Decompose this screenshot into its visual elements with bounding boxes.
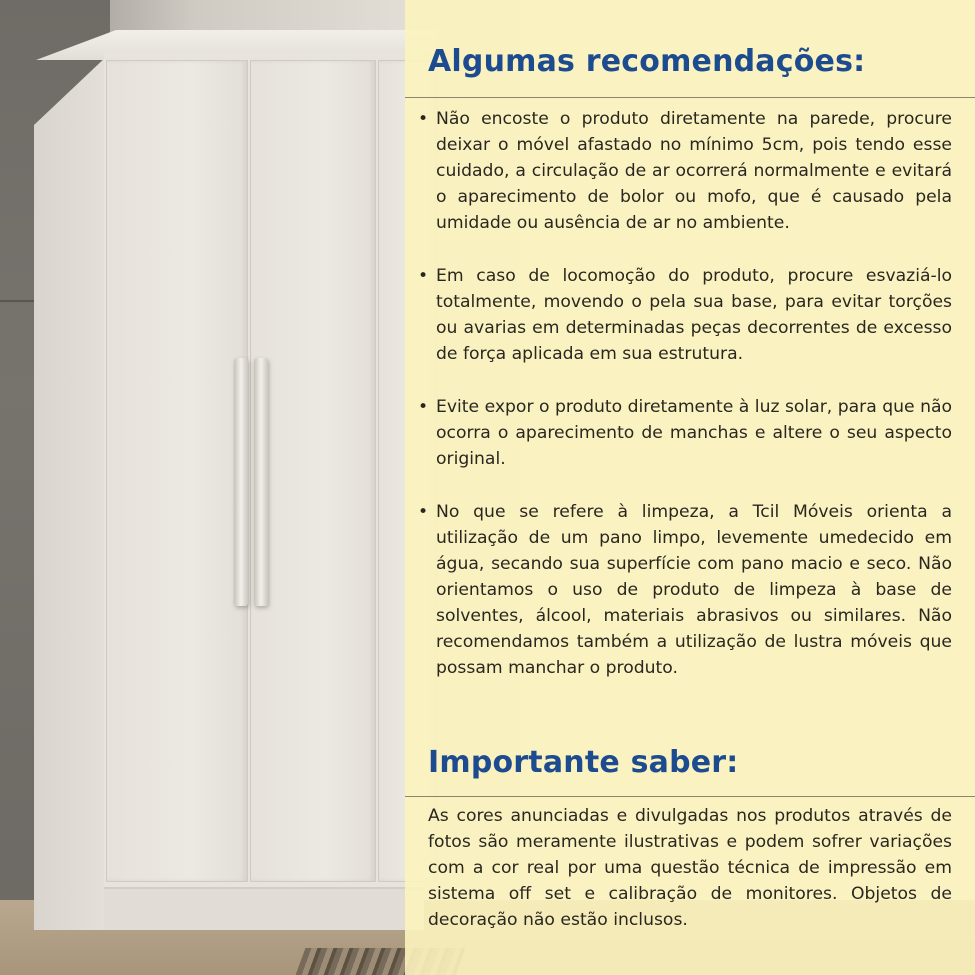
recommendations-list xyxy=(418,106,952,708)
important-text: As cores anunciadas e divulgadas nos produtos através de fotos são meramente ilustrativas e podem sofrer variações com a cor real por uma questão técnica de impressão em sistema off set e calibração de monitores. Objetos de decoração não estão inclusos. xyxy=(428,806,952,930)
bullet-icon: • xyxy=(418,502,429,522)
heading-divider xyxy=(405,796,975,797)
recommendation-text: Evite expor o produto diretamente à luz solar, para que não ocorra o aparecimento de manchas e altere o seu aspecto original. xyxy=(436,397,953,469)
bullet-icon: • xyxy=(418,109,429,129)
wardrobe-plinth xyxy=(104,887,424,930)
wardrobe-front xyxy=(104,52,424,930)
wardrobe-door-left xyxy=(106,60,248,882)
recommendation-item xyxy=(418,263,952,367)
recommendation-item xyxy=(418,499,952,681)
recommendation-item xyxy=(418,394,952,472)
important-heading: Importante saber: xyxy=(428,745,739,780)
wardrobe-door-middle xyxy=(250,60,376,882)
recommendation-text: Não encoste o produto diretamente na parede, procure deixar o móvel afastado no mínimo 5cm, pois tendo esse cuidado, a circulação de ar ocorrerá normalmente e evitará o aparecimento de bolor ou mofo, que é causado pela umidade ou ausência de ar no ambiente. xyxy=(436,109,952,233)
recommendation-item xyxy=(418,106,952,236)
door-handle-right xyxy=(254,358,268,606)
wardrobe-side xyxy=(34,55,108,930)
recommendation-text: No que se refere à limpeza, a Tcil Móveis orienta a utilização de um pano limpo, levemente umedecido em água, secando sua superfície com pano macio e seco. Não orientamos o uso de produto de limpeza à base de solventes, álcool, materiais abrasivos ou similares. Não recomendamos também a utilização de lustra móveis que possam manchar o produto. xyxy=(436,502,952,678)
heading-divider xyxy=(405,97,975,98)
bullet-icon: • xyxy=(418,397,429,417)
bullet-icon: • xyxy=(418,266,429,286)
door-handle-left xyxy=(234,358,248,606)
recommendations-heading: Algumas recomendações: xyxy=(428,44,866,79)
recommendation-text: Em caso de locomoção do produto, procure esvaziá-lo totalmente, movendo o pela sua base, para evitar torções ou avarias em determinadas peças decorrentes de excesso de força aplicada em sua estrutura. xyxy=(436,266,952,364)
